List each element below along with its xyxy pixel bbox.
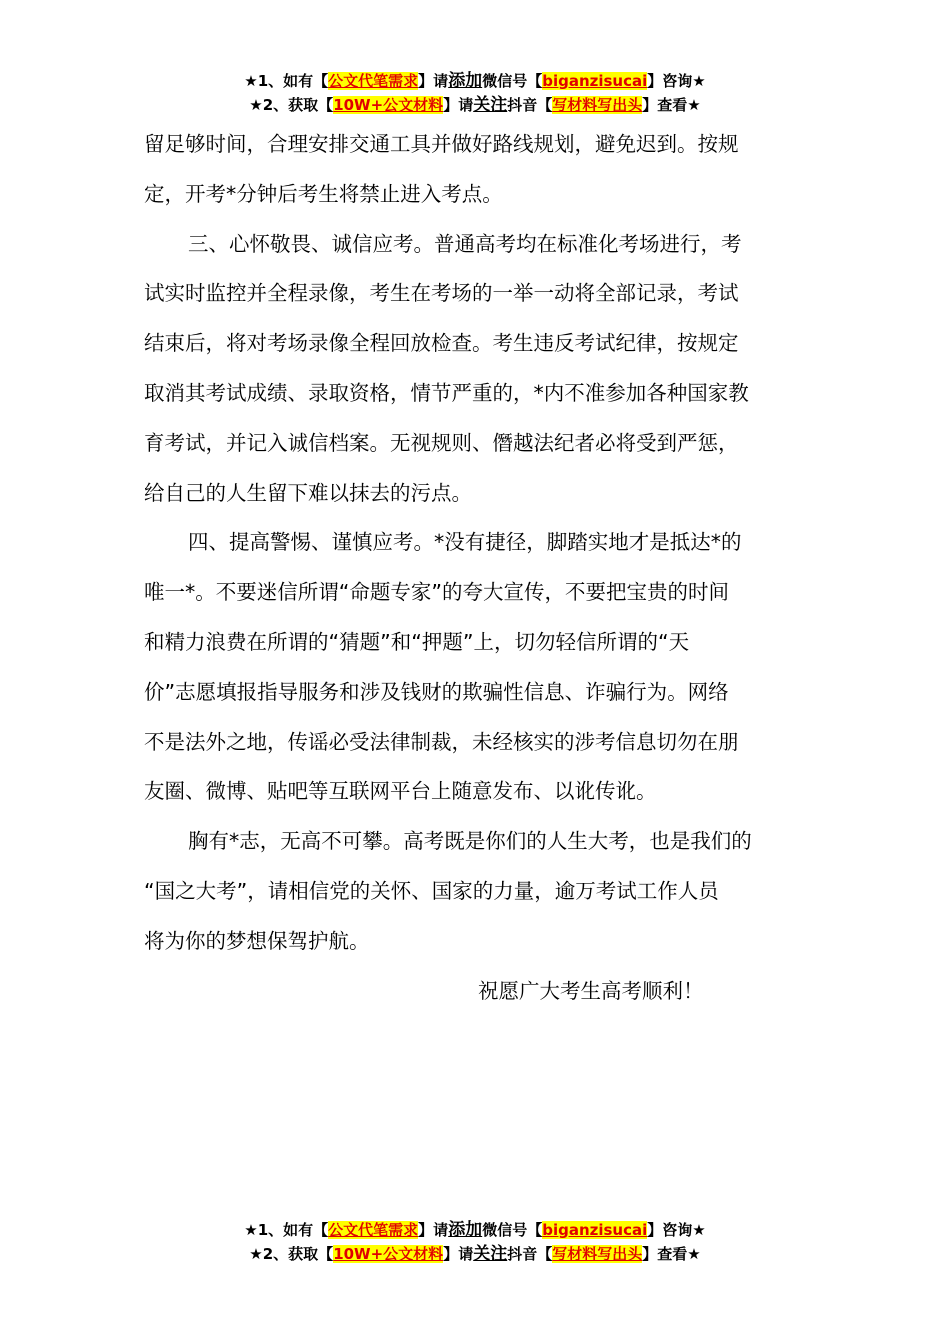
paragraph	[144, 817, 814, 966]
banner-line1	[0, 1218, 950, 1242]
paragraph	[144, 220, 814, 519]
text-line: 价”志愿填报指导服务和涉及钱财的欺骗性信息、诈骗行为。网络	[144, 679, 729, 704]
banner-pre: ★1、如有【	[244, 1221, 329, 1239]
banner-line2	[0, 93, 950, 117]
text-line: 结束后，将对考场录像全程回放检查。考生违反考试纪律，按规定	[144, 331, 739, 356]
banner-hl2: 写材料写出头	[552, 96, 643, 114]
text-line: 留足够时间，合理安排交通工具并做好路线规划，避免迟到。按规	[144, 132, 739, 156]
banner-pre: ★2、获取【	[249, 1245, 334, 1263]
banner-hl1: 公文代笔需求	[328, 1221, 419, 1239]
text-line: 三、心怀敬畏、诚信应考。普通高考均在标准化考场进行，考	[188, 231, 742, 256]
banner-hl2: biganzisucai	[542, 1221, 648, 1239]
banner-line1	[0, 69, 950, 93]
banner-post: 】查看★	[642, 96, 701, 114]
text-line: 唯一*。不要迷信所谓“命题专家”的夸大宣传，不要把宝贵的时间	[144, 580, 729, 605]
banner-hl1: 公文代笔需求	[328, 72, 419, 90]
banner-post: 】查看★	[642, 1245, 701, 1263]
paragraph	[144, 518, 814, 817]
banner-ul: 添加	[448, 71, 483, 91]
banner-pre: ★2、获取【	[249, 96, 334, 114]
banner-mid2: 微信号【	[482, 1221, 543, 1239]
banner-pre: ★1、如有【	[244, 72, 329, 90]
banner-hl1: 10W+公文材料	[333, 1245, 444, 1263]
banner-ul: 关注	[473, 1244, 508, 1264]
banner-line2	[0, 1242, 950, 1266]
closing-line: 祝愿广大考生高考顺利！	[478, 978, 704, 1003]
banner-mid1: 】请	[418, 1221, 449, 1239]
text-line: “国之大考”，请相信党的关怀、国家的力量，逾万考试工作人员	[144, 878, 719, 903]
banner-hl1: 10W+公文材料	[333, 96, 444, 114]
text-line: 取消其考试成绩、录取资格，情节严重的，*内不准参加各种国家教	[144, 380, 749, 405]
banner-mid1: 】请	[418, 72, 449, 90]
text-line: 不是法外之地，传谣必受法律制裁，未经核实的涉考信息切勿在朋	[144, 729, 739, 754]
banner-post: 】咨询★	[647, 1221, 706, 1239]
text-line: 给自己的人生留下难以抹去的污点。	[144, 480, 472, 505]
paragraph	[144, 120, 814, 220]
banner-ul: 添加	[448, 1220, 483, 1240]
text-line: 试实时监控并全程录像，考生在考场的一举一动将全部记录，考试	[144, 281, 739, 306]
footer-banner	[0, 1218, 950, 1266]
banner-hl2: biganzisucai	[542, 72, 648, 90]
header-banner	[0, 69, 950, 117]
text-line: 定，开考*分钟后考生将禁止进入考点。	[144, 181, 503, 206]
text-line: 育考试，并记入诚信档案。无视规则、僭越法纪者必将受到严惩，	[144, 430, 739, 455]
text-line: 将为你的梦想保驾护航。	[144, 928, 370, 953]
banner-mid2: 抖音【	[507, 96, 553, 114]
text-line: 胸有*志，无高不可攀。高考既是你们的人生大考，也是我们的	[188, 829, 752, 854]
banner-mid1: 】请	[443, 96, 474, 114]
banner-post: 】咨询★	[647, 72, 706, 90]
banner-mid2: 微信号【	[482, 72, 543, 90]
banner-hl2: 写材料写出头	[552, 1245, 643, 1263]
text-line: 友圈、微博、贴吧等互联网平台上随意发布、以讹传讹。	[144, 779, 657, 804]
document-body	[144, 120, 814, 1016]
banner-ul: 关注	[473, 95, 508, 115]
banner-mid1: 】请	[443, 1245, 474, 1263]
text-line: 四、提高警惕、谨慎应考。*没有捷径，脚踏实地才是抵达*的	[188, 530, 742, 555]
text-line: 和精力浪费在所谓的“猜题”和“押题”上，切勿轻信所谓的“天	[144, 629, 690, 654]
banner-mid2: 抖音【	[507, 1245, 553, 1263]
